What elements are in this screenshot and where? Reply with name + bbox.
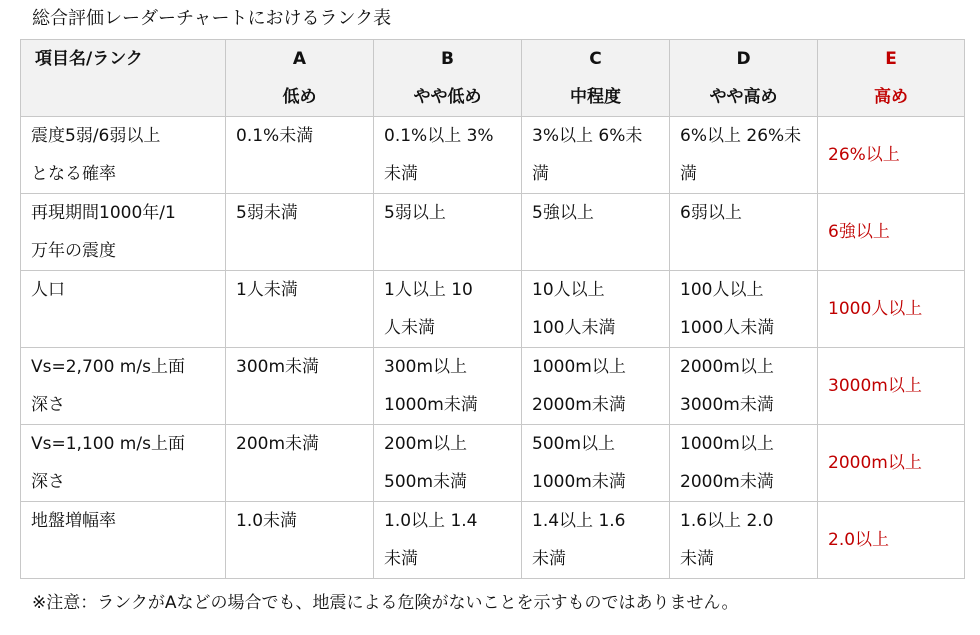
- cell-line: 300m以上: [384, 357, 468, 377]
- cell-line: 満: [532, 164, 549, 184]
- cell-line: 200m以上: [384, 434, 468, 454]
- cell-rank-b: [374, 271, 522, 348]
- cell-rank-d: [670, 271, 818, 348]
- cell-rank-c: [522, 348, 670, 425]
- rank-label: やや高め: [709, 87, 778, 107]
- row-item-name: [21, 194, 226, 271]
- cell-line: 100人未満: [532, 318, 616, 338]
- rank-label: やや低め: [413, 87, 482, 107]
- cell-line: 未満: [384, 164, 418, 184]
- item-name-line: Vs=2,700 m/s上面: [31, 357, 185, 377]
- cell-rank-b: [374, 502, 522, 579]
- cell-rank-d: [670, 194, 818, 271]
- cell-rank-a: [226, 117, 374, 194]
- cell-line: 2000m未満: [532, 395, 626, 415]
- cell-line: 200m未満: [236, 434, 320, 454]
- row-item-name: [21, 271, 226, 348]
- cell-rank-a: [226, 194, 374, 271]
- cell-rank-e: [818, 348, 965, 425]
- cell-line: 0.1%以上 3%: [384, 126, 494, 146]
- row-item-name: [21, 117, 226, 194]
- header-rank-b: [374, 40, 522, 117]
- cell-line: 未満: [384, 549, 418, 569]
- header-item-name: 項目名/ランク: [21, 40, 226, 117]
- table-row: [21, 271, 965, 348]
- cell-line: 300m未満: [236, 357, 320, 377]
- cell-rank-b: [374, 194, 522, 271]
- table-row: [21, 425, 965, 502]
- cell-rank-e: [818, 117, 965, 194]
- cell-line: 2000m以上: [828, 453, 922, 473]
- header-rank-d: [670, 40, 818, 117]
- cell-rank-e: [818, 194, 965, 271]
- cell-rank-d: [670, 502, 818, 579]
- item-name-line: となる確率: [31, 164, 116, 184]
- rank-letter: E: [885, 49, 897, 69]
- cell-rank-c: [522, 425, 670, 502]
- cell-line: 6強以上: [828, 222, 890, 242]
- item-name-line: 再現期間1000年/1: [31, 203, 176, 223]
- cell-line: 500m以上: [532, 434, 616, 454]
- cell-rank-a: [226, 425, 374, 502]
- item-name-line: 人口: [31, 280, 65, 300]
- cell-line: 1000人未満: [680, 318, 775, 338]
- cell-line: 1000m未満: [532, 472, 626, 492]
- item-name-line: 万年の震度: [31, 241, 116, 261]
- cell-rank-e: [818, 425, 965, 502]
- cell-rank-d: [670, 425, 818, 502]
- cell-line: 5弱以上: [384, 203, 446, 223]
- rank-letter: B: [441, 49, 454, 69]
- rank-letter: A: [292, 49, 307, 69]
- table-row: [21, 194, 965, 271]
- header-rank-e: [818, 40, 965, 117]
- header-row: [21, 40, 965, 117]
- cell-line: 3000m未満: [680, 395, 774, 415]
- table-title: 総合評価レーダーチャートにおけるランク表: [32, 8, 392, 29]
- cell-rank-b: [374, 425, 522, 502]
- cell-line: 10人以上: [532, 280, 605, 300]
- rank-label: 中程度: [570, 87, 621, 107]
- cell-rank-d: [670, 117, 818, 194]
- cell-line: 未満: [680, 549, 714, 569]
- cell-line: 2.0以上: [828, 530, 890, 550]
- cell-line: 1.6以上 2.0: [680, 511, 774, 531]
- rank-label: 高め: [874, 87, 908, 107]
- cell-line: 100人以上: [680, 280, 764, 300]
- table-row: [21, 502, 965, 579]
- cell-line: 1.4以上 1.6: [532, 511, 626, 531]
- cell-line: 1000m以上: [680, 434, 774, 454]
- cell-rank-a: [226, 502, 374, 579]
- row-item-name: [21, 502, 226, 579]
- item-name-line: 深さ: [31, 472, 65, 492]
- cell-rank-e: [818, 271, 965, 348]
- cell-line: 満: [680, 164, 697, 184]
- header-rank-c: [522, 40, 670, 117]
- table-row: [21, 117, 965, 194]
- rank-letter: D: [736, 49, 751, 69]
- row-item-name: [21, 425, 226, 502]
- row-item-name: [21, 348, 226, 425]
- item-name-line: 地盤増幅率: [31, 511, 116, 531]
- cell-line: 1000m以上: [532, 357, 626, 377]
- cell-rank-c: [522, 194, 670, 271]
- cell-line: 3%以上 6%未: [532, 126, 643, 146]
- item-name-line: Vs=1,100 m/s上面: [31, 434, 185, 454]
- cell-line: 5強以上: [532, 203, 594, 223]
- cell-rank-c: [522, 502, 670, 579]
- rank-label: 低め: [282, 87, 317, 107]
- cell-rank-a: [226, 348, 374, 425]
- cell-line: 人未満: [384, 318, 435, 338]
- cell-rank-c: [522, 271, 670, 348]
- cell-line: 500m未満: [384, 472, 468, 492]
- item-name-line: 震度5弱/6弱以上: [31, 126, 161, 146]
- cell-line: 2000m未満: [680, 472, 774, 492]
- cell-line: 未満: [532, 549, 566, 569]
- cell-line: 0.1%未満: [236, 126, 314, 146]
- table-row: [21, 348, 965, 425]
- cell-line: 1人以上 10: [384, 280, 473, 300]
- cell-rank-b: [374, 348, 522, 425]
- cell-rank-c: [522, 117, 670, 194]
- cell-rank-b: [374, 117, 522, 194]
- item-name-line: 深さ: [31, 395, 65, 415]
- cell-rank-e: [818, 502, 965, 579]
- header-rank-a: [226, 40, 374, 117]
- cell-line: 1000人以上: [828, 299, 923, 319]
- cell-line: 2000m以上: [680, 357, 774, 377]
- rank-table: [20, 39, 965, 579]
- cell-line: 1000m未満: [384, 395, 478, 415]
- cell-rank-d: [670, 348, 818, 425]
- cell-line: 1.0未満: [236, 511, 298, 531]
- cell-line: 26%以上: [828, 145, 900, 165]
- cell-rank-a: [226, 271, 374, 348]
- cell-line: 6%以上 26%未: [680, 126, 802, 146]
- cell-line: 5弱未満: [236, 203, 298, 223]
- cell-line: 3000m以上: [828, 376, 922, 396]
- rank-letter: C: [589, 49, 602, 69]
- cell-line: 1人未満: [236, 280, 298, 300]
- caution-note: ※注意：ランクがAなどの場合でも、地震による危険がないことを示すものではありません。: [32, 593, 739, 613]
- cell-line: 1.0以上 1.4: [384, 511, 478, 531]
- cell-line: 6弱以上: [680, 203, 742, 223]
